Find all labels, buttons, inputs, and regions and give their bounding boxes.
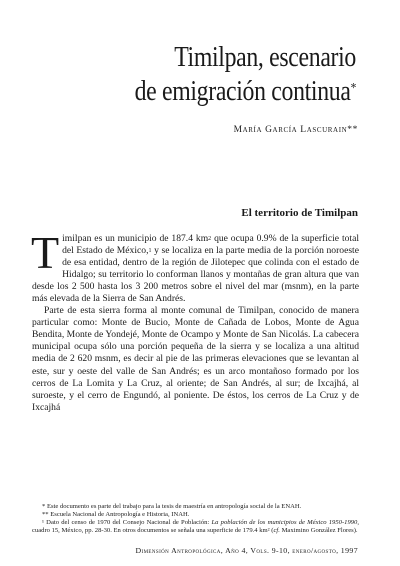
journal-footer: Dimensión Antropológica, Año 4, Vols. 9-10, enero/agosto, 1997 <box>135 546 358 555</box>
superscript-2: 2 <box>208 236 212 242</box>
footnote-3-part-b: , cuadro 15, México, pp. 28-30. En otros documentos se señala una superficie de 179.4 km² ( <box>32 519 359 535</box>
footnote-2: ** Escuela Nacional de Antropología e Historia, INAH. <box>42 511 190 519</box>
footnote-3-book-title: La población de los municipios de México 1950-1990 <box>211 519 358 527</box>
drop-cap: T <box>31 227 60 278</box>
body-text <box>31 227 360 414</box>
footnote-3 <box>32 519 359 535</box>
title-footnote-mark: * <box>350 81 356 96</box>
section-heading: El territorio de Timilpan <box>241 207 358 219</box>
title-line-1: Timilpan, escenario <box>174 41 356 73</box>
title-line-2 <box>135 74 356 108</box>
paragraph-1-part-a: imilpan es un municipio de 187.4 km <box>62 233 209 244</box>
footnote-3-part-a: ¹ Dato del censo de 1970 del Consejo Nacional de Población: <box>42 519 212 527</box>
footnotes <box>32 503 359 535</box>
footnote-1: * Este documento es parte del trabajo para la tesis de maestría en antropología social de la ENAH. <box>42 503 302 510</box>
paragraph-1 <box>31 227 360 305</box>
author-name: María García Lascurain** <box>233 125 358 135</box>
article-title <box>135 40 356 108</box>
title-line-2-text: de emigración continua <box>134 75 351 107</box>
paragraph-1-part-b: que ocupa 0.9% de la superficie total del Estado de México, <box>62 233 360 257</box>
paragraph-2: Parte de esta sierra forma al monte comunal de Timilpan, conocido de manera particular como: Monte de Bucio, Monte de Cañada de Lobos, Monte de Agua Bendita, Monte de Yondejé, Monte de Ocampo y Monte de San Nicolás. La cabecera municipal ocupa sólo una porción pequeña de la sierra y se localiza a una altitud media de 2 620 msnm, es decir al pie de las primeras elevaciones que se levantan al este, sur y oeste del valle de San Andrés; es un arco montañoso formado por los cerros de La Lomita y La Cruz, al oriente; de San Andrés, al sur; de Ixcajhá, al suroeste, y el cerro de Engundó, al poniente. De éstos, los cerros de La Cruz y de Ixcajhá <box>32 305 359 413</box>
footnote-3-part-c: Maximino González Flores). <box>279 527 358 535</box>
paragraph-1-part-c: y se localiza en la parte media de la porción noroeste de esa entidad, dentro de la región de Jilotepec que colinda con el estado de Hidalgo; su territorio lo conforman llanos y montañas de gran altura que van desde los 2 500 hasta los 3 200 metros sobre el nivel del mar (msnm), en la parte más elevada de la Sierra de San Andrés. <box>32 245 359 305</box>
footnote-ref-1: 1 <box>148 248 152 255</box>
footnote-3-cf: cf. <box>273 527 280 535</box>
